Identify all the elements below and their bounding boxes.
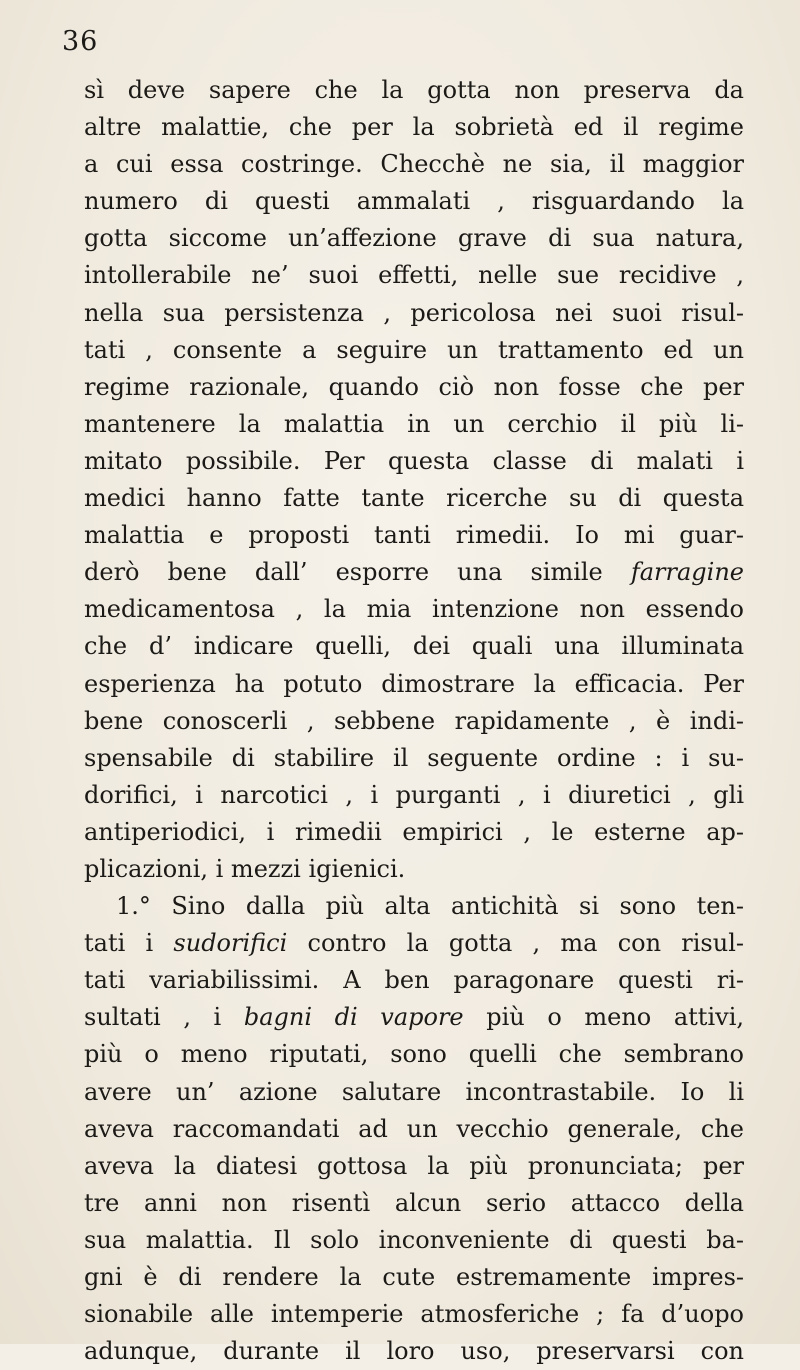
- text-line: [84, 257, 744, 294]
- text-run: sionabile alle intemperie atmosferiche ; fa d’uopo: [84, 1300, 744, 1329]
- text-line: [84, 109, 744, 146]
- text-line: [84, 1111, 744, 1148]
- text-run: gni è di rendere la cute estremamente impres-: [84, 1263, 744, 1291]
- text-run: medicamentosa , la mia intenzione non essendo: [84, 595, 744, 624]
- text-run: aveva la diatesi gottosa la più pronunciata; per: [84, 1151, 744, 1180]
- text-run: sultati , i: [84, 1003, 244, 1032]
- text-line: [84, 777, 744, 814]
- page-number: 36: [62, 26, 99, 57]
- text-line: [84, 1333, 744, 1370]
- text-line: [84, 814, 744, 851]
- text-run: antiperiodici, i rimedii empirici , le esterne ap-: [84, 817, 744, 846]
- text-line: [84, 628, 744, 665]
- text-run: mantenere la malattia in un cerchio il più li-: [84, 409, 744, 438]
- text-line: [84, 740, 744, 777]
- text-run: regime razionale, quando ciò non fosse che per: [84, 372, 744, 401]
- text-line: [84, 406, 744, 443]
- text-run: numero di questi ammalati , risguardando la: [84, 187, 744, 216]
- text-line: [84, 1222, 744, 1259]
- text-line: [84, 72, 744, 109]
- text-run: bene conoscerli , sebbene rapidamente , è indi-: [84, 706, 744, 735]
- text-line: [84, 591, 744, 628]
- text-run: avere un’ azione salutare incontrastabile. Io li: [84, 1077, 744, 1106]
- text-run: più o meno riputati, sono quelli che sembrano: [84, 1040, 744, 1069]
- text-line: [84, 999, 744, 1036]
- text-run: contro la gotta , ma con risul-: [287, 929, 744, 958]
- text-run: intollerabile ne’ suoi effetti, nelle sue recidive ,: [84, 261, 744, 290]
- text-line: [84, 220, 744, 257]
- italic-text: bagni di vapore: [243, 1003, 464, 1032]
- text-run: malattia e proposti tanti rimedii. Io mi guar-: [84, 521, 744, 550]
- text-line: [84, 1185, 744, 1222]
- body-text: [84, 72, 744, 1370]
- text-run: tati , consente a seguire un trattamento ed un: [84, 335, 744, 364]
- italic-text: farragine: [630, 558, 744, 587]
- text-line: [84, 703, 744, 740]
- text-run: più o meno attivi,: [463, 1003, 744, 1032]
- text-line: [84, 480, 744, 517]
- text-run: esperienza ha potuto dimostrare la efficacia. Per: [84, 669, 744, 698]
- text-line: [84, 1296, 744, 1333]
- text-line: [84, 332, 744, 369]
- text-run: tati i: [84, 929, 174, 958]
- text-run: spensabile di stabilire il seguente ordine : i su-: [84, 743, 744, 772]
- text-line: [84, 146, 744, 183]
- text-line: [84, 851, 744, 888]
- text-run: adunque, durante il loro uso, preservarsi con: [84, 1337, 744, 1366]
- text-run: altre malattie, che per la sobrietà ed il regime: [84, 113, 744, 142]
- italic-text: sudorifici: [173, 929, 288, 958]
- text-run: tre anni non risentì alcun serio attacco della: [84, 1188, 744, 1217]
- text-line: [84, 888, 744, 925]
- text-line: [84, 517, 744, 554]
- text-run: sua malattia. Il solo inconveniente di questi ba-: [84, 1225, 744, 1254]
- text-line: [84, 183, 744, 220]
- text-line: [84, 1259, 744, 1296]
- text-run: tati variabilissimi. A ben paragonare questi ri-: [84, 966, 744, 995]
- text-run: derò bene dall’ esporre una simile: [84, 558, 631, 587]
- text-run: sì deve sapere che la gotta non preserva da: [84, 76, 744, 104]
- text-line: [84, 925, 744, 962]
- text-line: [84, 666, 744, 703]
- text-line: [84, 369, 744, 406]
- text-line: [84, 1036, 744, 1073]
- text-run: a cui essa costringe. Checchè ne sia, il maggior: [84, 150, 744, 179]
- text-run: plicazioni, i mezzi igienici.: [84, 854, 406, 883]
- text-run: che d’ indicare quelli, dei quali una illuminata: [84, 632, 744, 661]
- text-line: [84, 295, 744, 332]
- text-line: [84, 1148, 744, 1185]
- text-run: medici hanno fatte tante ricerche su di questa: [84, 484, 744, 513]
- text-line: [84, 962, 744, 999]
- text-line: [84, 443, 744, 480]
- text-run: aveva raccomandati ad un vecchio generale, che: [84, 1114, 744, 1143]
- text-line: [84, 1074, 744, 1111]
- text-run: dorifici, i narcotici , i purganti , i diuretici , gli: [84, 780, 744, 809]
- text-line: [84, 554, 744, 591]
- text-run: nella sua persistenza , pericolosa nei suoi risul-: [84, 298, 744, 327]
- text-run: gotta siccome un’affezione grave di sua natura,: [84, 224, 744, 253]
- text-run: 1.° Sino dalla più alta antichità si sono ten-: [116, 892, 744, 921]
- text-run: mitato possibile. Per questa classe di malati i: [84, 446, 744, 475]
